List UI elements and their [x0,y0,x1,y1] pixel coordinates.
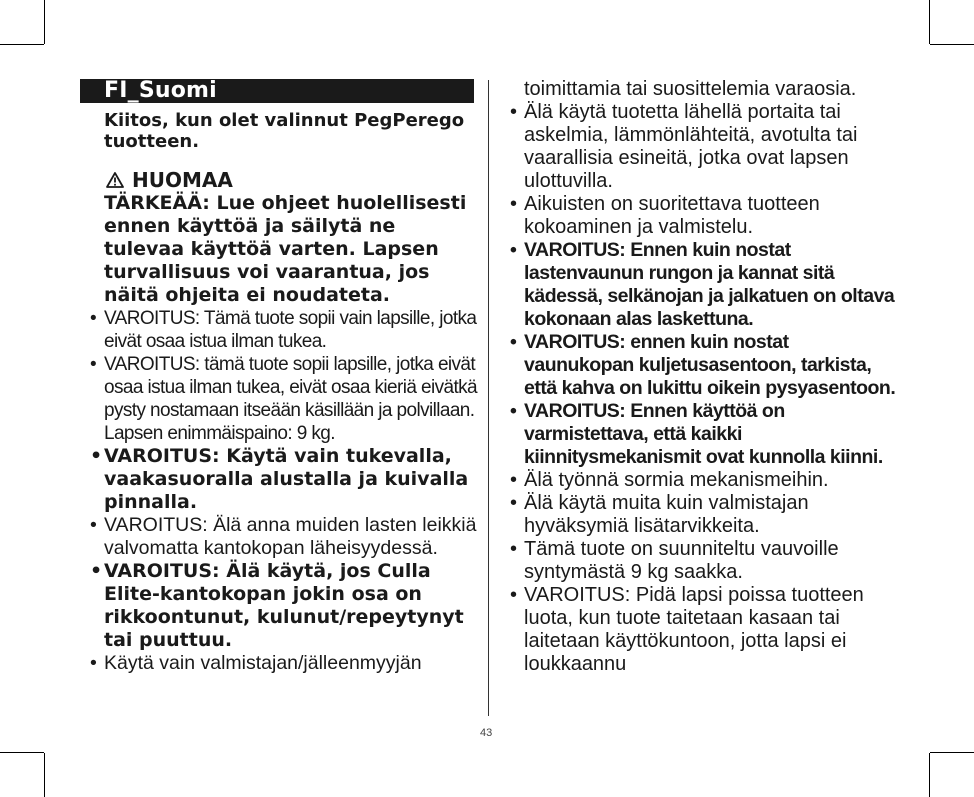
crop-mark-bottom-left-horizontal [0,752,44,753]
right-column [508,78,900,676]
right-bullet-list [508,101,900,676]
crop-mark-bottom-left-vertical [44,753,45,797]
left-bullet-list [88,307,478,675]
section-header-bar [80,79,474,103]
list-item: • VAROITUS: Pidä lapsi poissa tuotteen luota, kun tuote taitetaan kasaan tai laitetaan käyttökuntoon, jotta lapsi ei loukkaannu [508,584,900,676]
crop-mark-top-left-horizontal [0,44,44,45]
crop-mark-top-left-vertical [44,0,45,44]
list-item: • VAROITUS: Tämä tuote sopii vain lapsille, jotka eivät osaa istua ilman tukea. [88,307,478,353]
warning-heading [104,168,478,192]
column-divider [488,80,489,716]
list-item: • Älä käytä tuotetta lähellä portaita tai askelmia, lämmönlähteitä, avotulta tai vaarallisia esineitä, jotka ovat lapsen ulottuvilla. [508,101,900,193]
list-item: • VAROITUS: Käytä vain tukevalla, vaakasuoralla alustalla ja kuivalla pinnalla. [88,445,478,514]
continued-text: toimittamia tai suosittelemia varaosia. [524,78,857,100]
list-item: • Aikuisten on suoritettava tuotteen kokoaminen ja valmistelu. [508,193,900,239]
list-item: • VAROITUS: Ennen kuin nostat lastenvaunun rungon ja kannat sitä kädessä, selkänojan ja jalkatuen on oltava kokonaan alas laskettuna. [508,239,900,331]
list-item: • Älä käytä muita kuin valmistajan hyväksymiä lisätarvikkeita. [508,492,900,538]
intro-text: Kiitos, kun olet valinnut PegPerego tuotteen. [104,110,465,152]
list-item: • VAROITUS: Älä anna muiden lasten leikkiä valvomatta kantokopan läheisyydessä. [88,514,478,560]
list-item: • VAROITUS: Ennen käyttöä on varmistettava, että kaikki kiinnitysmekanismit ovat kunnolla kiinni. [508,400,900,469]
list-item: • VAROITUS: ennen kuin nostat vaunukopan kuljetusasentoon, tarkista, että kahva on lukittu oikein pysyasentoon. [508,331,900,400]
list-item: • VAROITUS: Älä käytä, jos Culla Elite-kantokopan jokin osa on rikkoontunut, kulunut/repeytynyt tai puuttuu. [88,560,478,652]
list-item: • Älä työnnä sormia mekanismeihin. [508,469,900,492]
list-item: • VAROITUS: tämä tuote sopii lapsille, jotka eivät osaa istua ilman tukea, eivät osaa kieriä eivätkä pysty nostamaan itseään käsillään ja polvillaan. Lapsen enimmäispaino: 9 kg. [88,353,478,445]
crop-mark-top-right-vertical [929,0,930,44]
left-column [88,110,478,675]
list-item: • Käytä vain valmistajan/jälleenmyyjän [88,652,478,675]
crop-mark-top-right-horizontal [930,44,974,45]
section-title: FI_Suomi [104,78,217,103]
important-notice: TÄRKEÄÄ: Lue ohjeet huolellisesti ennen käyttöä ja säilytä ne tulevaa käyttöä varten. Lapsen turvallisuus voi vaarantua, jos näitä ohjeita ei noudateta. [104,192,467,306]
page-number: 43 [480,727,493,739]
list-item: • Tämä tuote on suunniteltu vauvoille syntymästä 9 kg saakka. [508,538,900,584]
warning-title: HUOMAA [132,168,233,192]
warning-triangle-icon [106,172,124,188]
crop-mark-bottom-right-vertical [929,753,930,797]
crop-mark-bottom-right-horizontal [930,752,974,753]
